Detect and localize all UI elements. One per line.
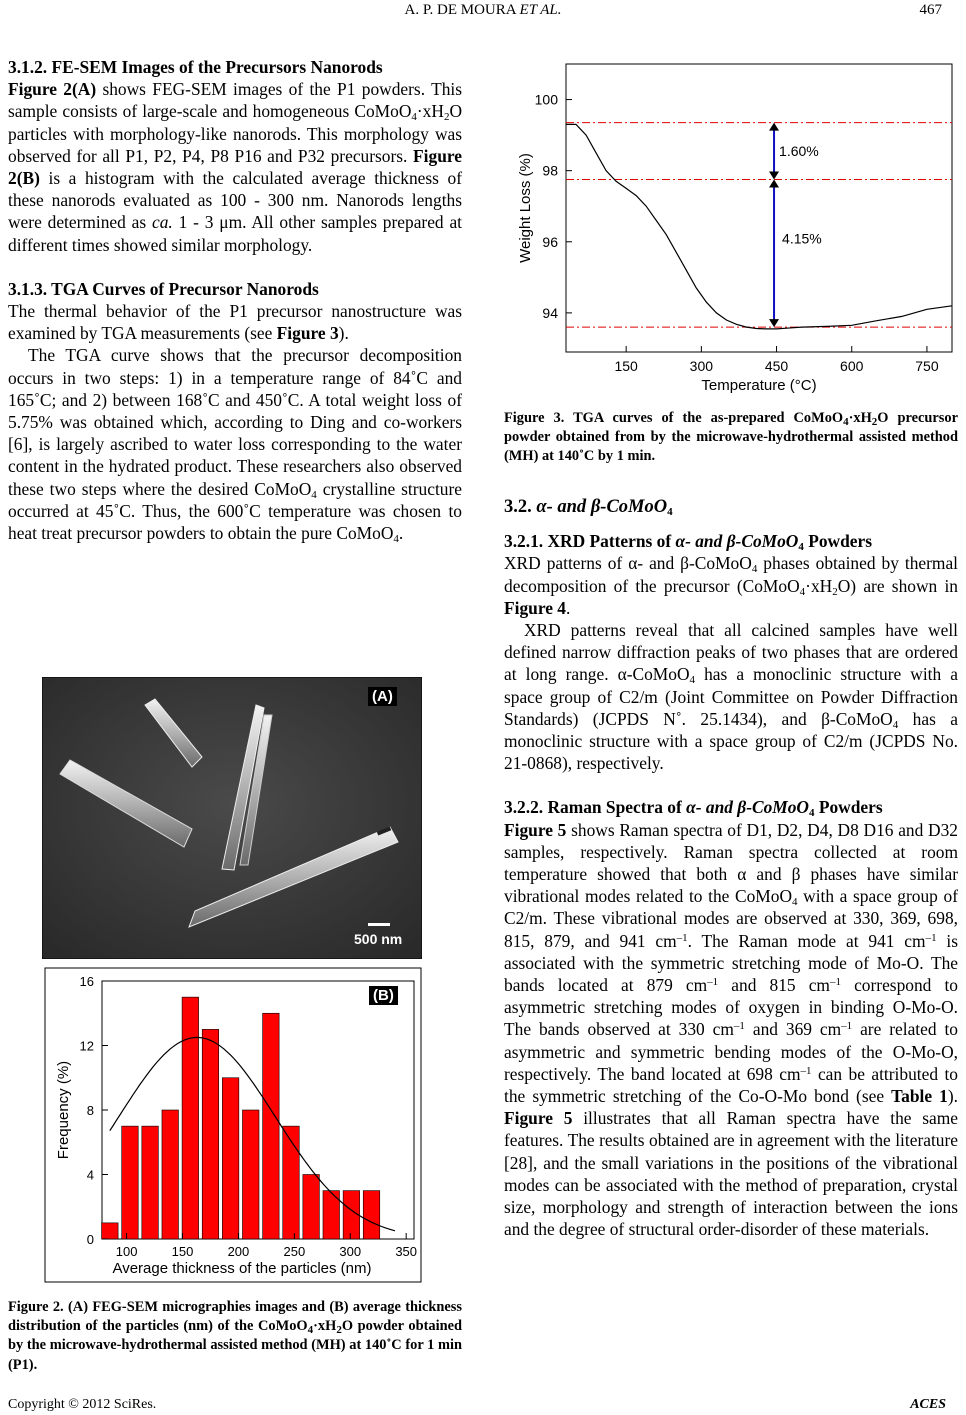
x-tick-label: 450: [764, 358, 789, 374]
histogram-bar: [142, 1126, 159, 1239]
figure-ref: Figure 5: [504, 819, 567, 840]
y-tick-label: 4: [86, 1167, 94, 1183]
panel-label-a: (A): [368, 687, 397, 706]
tga-chart: [508, 58, 958, 394]
figure-ref: Figure 2(A): [8, 79, 97, 100]
sem-image-panel: [42, 677, 422, 959]
figure-3-caption: Figure 3. TGA curves of the as-prepared $CoMoO_4\cdot xH_2O$ precursor powder obtained from by the microwave-hydrothermal assisted method (MH) at 140˚C by 1 min.: [504, 410, 958, 465]
histogram-bar: [363, 1191, 380, 1239]
right-column: [504, 496, 958, 1241]
y-axis-label: Weight Loss (%): [517, 153, 534, 263]
x-tick-label: 300: [689, 358, 714, 374]
x-axis-label: Average thickness of the particles (nm): [112, 1260, 372, 1277]
x-tick-label: 200: [227, 1244, 250, 1259]
section-heading-3-2-2: 3.2.2. Raman Spectra of α- and β-CoMoO$_4$ Powders: [504, 797, 883, 820]
copyright: Copyright © 2012 SciRes.: [8, 1397, 157, 1412]
histogram-bar: [222, 1078, 239, 1239]
paragraph-tga-intro: The thermal behavior of the P1 precursor nanostructure was examined by TGA measurements (see Figure 3).: [8, 301, 462, 344]
figure-ref: Figure 2(B): [8, 145, 462, 189]
histogram-bar: [162, 1110, 179, 1239]
x-tick-label: 750: [915, 358, 939, 374]
y-tick-label: 12: [79, 1038, 94, 1054]
paragraph-tga-detail: The TGA curve shows that the precursor decomposition occurs in two steps: 1) in a temperature range of 84˚C and 165˚C; and 2) between 168˚C and 450˚C. A total weight loss of 5.75% was obtained which, according to Ding and co-workers [6], is largely ascribed to water loss corresponding to the water content in the hydrated product. These researchers also observed these two steps where the desired CoMoO$_4$ crystalline structure occurred at 45˚C. Thus, the 600˚C temperature was chosen to heat treat precursor powders to obtain the pure CoMoO$_4$.: [8, 345, 462, 546]
scale-bar-label: 500 nm: [354, 931, 403, 947]
y-tick-label: 16: [79, 974, 94, 989]
histogram-bar: [343, 1191, 360, 1239]
x-tick-label: 350: [395, 1244, 418, 1259]
running-title: A. P. DE MOURA ET AL.: [404, 2, 562, 18]
annotation-step-2: 4.15%: [782, 230, 822, 247]
y-tick-label: 94: [542, 304, 558, 321]
left-column: [8, 56, 462, 544]
x-tick-label: 150: [171, 1244, 194, 1259]
histogram-bar: [303, 1175, 320, 1240]
x-tick-label: 600: [840, 358, 864, 374]
section-heading-3-1-3: 3.1.3. TGA Curves of Precursor Nanorods: [8, 278, 319, 299]
tga-chart-panel: [508, 58, 958, 394]
histogram-bar: [263, 1013, 280, 1239]
figure-ref: Figure 4: [504, 597, 566, 618]
y-tick-label: 100: [534, 91, 558, 108]
paragraph-raman: Figure 5 shows Raman spectra of D1, D2, D4, D8 D16 and D32 samples, respectively. Raman spectra collected at room temperature showed that both α and β phases have similar vibrational modes related to the CoMoO$_4$ with a space group of C2/m. These vibrational modes are observed at 330, 369, 698, 815, 879, and 941 $cm^{-1}$. The Raman mode at 941 $cm^{-1}$ is associated with the symmetric stretching mode of Mo-O. The bands located at 879 $cm^{-1}$ and 815 $cm^{-1}$ correspond to asymmetric stretching modes of oxygen in binding O-Mo-O. The bands observed at 330 $cm^{-1}$ and 369 $cm^{-1}$ are related to asymmetric and symmetric bending modes of the O-Mo-O, respectively. The band located at 698 $cm^{-1}$ can be attributed to the symmetric stretching of the Co-O-Mo bond (see Table 1). Figure 5 illustrates that all Raman spectra have the same features. The results obtained are in agreement with the literature [28], and the small variations in the positions of the vibrational modes can be associated with the method of preparation, crystal size, morphology and strength of interaction between the ions and the degree of structural order-disorder of these materials.: [504, 819, 959, 1240]
y-axis-label: Frequency (%): [55, 1060, 72, 1160]
x-tick-label: 250: [283, 1244, 306, 1259]
histogram-bar: [182, 997, 199, 1239]
y-tick-label: 8: [86, 1103, 94, 1118]
page-number: 467: [919, 2, 942, 18]
histogram-bar: [122, 1126, 139, 1239]
paragraph-xrd-intro: XRD patterns of α- and β-CoMoO$_4$ phases obtained by thermal decomposition of the precursor $(CoMoO_4\cdot xH_2O)$ are shown in Figure 4.: [504, 553, 959, 618]
annotation-step-1: 1.60%: [779, 143, 819, 160]
x-tick-label: 150: [614, 358, 638, 374]
sem-micrograph: [42, 677, 422, 959]
histogram-bar: [102, 1223, 119, 1239]
scale-bar: [368, 923, 390, 926]
section-heading-3-2-1: 3.2.1. XRD Patterns of α- and β-CoMoO$_4$ Powders: [504, 531, 872, 554]
table-ref: Table 1: [891, 1086, 948, 1107]
histogram-bar: [242, 1110, 259, 1239]
x-tick-label: 300: [339, 1244, 362, 1259]
x-axis-label: Temperature (°C): [701, 377, 817, 394]
section-heading-3-1-2: 3.1.2. FE-SEM Images of the Precursors Nanorods: [8, 57, 383, 77]
thickness-histogram: [44, 967, 422, 1283]
y-tick-label: 96: [542, 233, 558, 250]
x-tick-label: 100: [115, 1244, 138, 1259]
journal-name: ACES: [910, 1397, 946, 1412]
panel-label-b: (B): [369, 986, 398, 1005]
figure-ref: Figure 3: [276, 323, 339, 344]
paragraph-xrd-detail: XRD patterns reveal that all calcined samples have well defined narrow diffraction peaks of two phases that are ordered at long range. α-CoMoO$_4$ has a monoclinic structure with a space group of C2/m (Joint Committee on Powder Diffraction Standards) (JCPDS N˚. 25.1434), and β-CoMoO$_4$ has a monoclinic structure with a space group of C2/m (JCPDS No. 21-0868), respectively.: [504, 620, 958, 774]
histogram-panel: [44, 967, 422, 1283]
running-header: [0, 0, 966, 22]
section-heading-3-2: 3.2. α- and β-CoMoO$_4$: [504, 497, 673, 518]
figure-ref: Figure 5: [504, 1108, 573, 1129]
y-tick-label: 0: [86, 1232, 94, 1247]
histogram-bar: [283, 1126, 300, 1239]
y-tick-label: 98: [542, 162, 558, 179]
paragraph-fe-sem: Figure 2(A) shows FEG-SEM images of the P1 powders. This sample consists of large-scale and homogeneous $CoMoO_4\cdot xH_2O$ particles with morphology-like nanorods. This morphology was observed for all P1, P2, P4, P8 P16 and P32 precursors. Figure 2(B) is a histogram with the calculated average thickness of these nanorods evaluated as 100 - 300 nm. Nanorods lengths were determined as ca. 1 - 3 μm. All other samples prepared at different times showed similar morphology.: [8, 79, 463, 255]
figure-2-caption: Figure 2. (A) FEG-SEM micrographies images and (B) average thickness distribution of the particles (nm) of the $CoMoO_4\cdot xH_2O$ powder obtained by the microwave-hydrothermal assisted method (MH) at 140˚C for 1 min (P1).: [8, 1299, 463, 1373]
histogram-bar: [202, 1029, 219, 1239]
